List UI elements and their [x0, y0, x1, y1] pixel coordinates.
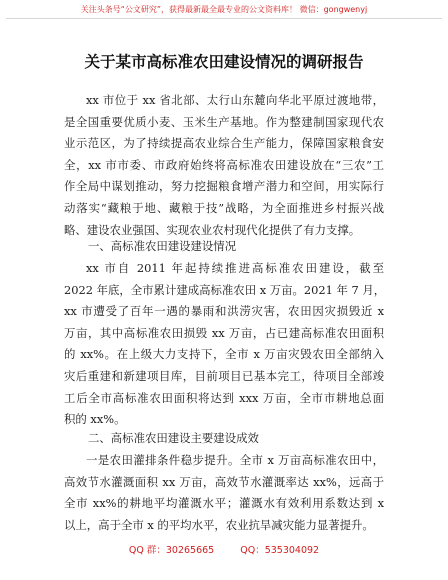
- footer-contact: [0, 544, 448, 558]
- text-line: 全市 xx%的耕地平均灌溉水平；灌溉水有效利用系数达到 x: [64, 496, 384, 511]
- text-line: 是全国重要优质小麦、玉米生产基地。作为整建制国家现代农: [64, 114, 384, 129]
- footer-qq: QQ：535304092: [240, 545, 320, 556]
- text-line: 作全局中谋划推动，努力挖掘粮食增产潜力和空间，用实际行: [64, 179, 384, 194]
- text-line: 积的 xx%。: [64, 412, 126, 427]
- text-line: xx 市遭受了百年一遇的暴雨和洪涝灾害，农田因灾损毁近 x: [64, 304, 384, 319]
- section-2-paragraph: [64, 450, 384, 536]
- text-line: 一是农田灌排条件稳步提升。全市 x 万亩高标准农田中，: [86, 453, 384, 467]
- section-heading-2: 二、高标准农田建设主要建设成效: [88, 431, 259, 445]
- intro-paragraph: [64, 90, 384, 241]
- text-line: xx 市自 2011 年起持续推进高标准农田建设，截至: [86, 261, 384, 275]
- text-line: 高效节水灌溉面积 xx 万亩，高效节水灌溉率达 xx%，远高于: [64, 474, 384, 489]
- text-line: 全，xx 市市委、市政府始终将高标准农田建设放在“三农”工: [64, 157, 384, 172]
- text-line: 工后全市高标准农田面积将达到 xxx 万亩，全市市耕地总面: [64, 390, 384, 405]
- footer-qq-group: QQ 群：30265665: [128, 545, 215, 556]
- text-line: 灾后重建和新建项目库，目前项目已基本完工，待项目全部竣: [64, 368, 384, 383]
- text-line: 业示范区，为了持续提高农业综合生产能力，保障国家粮食安: [64, 136, 384, 151]
- text-line: 2022 年底，全市累计建成高标准农田 x 万亩。2021 年 7 月，: [64, 282, 386, 297]
- section-1-paragraph: [64, 258, 384, 431]
- text-line: 略、建设农业强国、实现农业农村现代化提供了有力支撑。: [64, 222, 361, 237]
- page-title: 关于某市高标准农田建设情况的调研报告: [84, 53, 364, 71]
- text-line: xx 市位于 xx 省北部、太行山东麓向华北平原过渡地带，: [86, 93, 384, 107]
- text-line: 的 xx%。在上级大力支持下，全市 x 万亩灾毁农田全部纳入: [64, 347, 384, 362]
- top-banner: 关注头条号“公文研究”，获得最新最全最专业的公文资料库！ 微信：gongwenyj: [6, 4, 442, 19]
- section-heading-1: 一、高标准农田建设建设情况: [88, 239, 237, 253]
- text-line: 万亩，其中高标准农田损毁 xx 万亩，占已建高标准农田面积: [64, 325, 384, 340]
- text-line: 动落实“藏粮于地、藏粮于技”战略，为全面推进乡村振兴战: [64, 200, 384, 215]
- text-line: 以上，高于全市 x 的平均水平，农业抗旱减灾能力显著提升。: [64, 517, 374, 532]
